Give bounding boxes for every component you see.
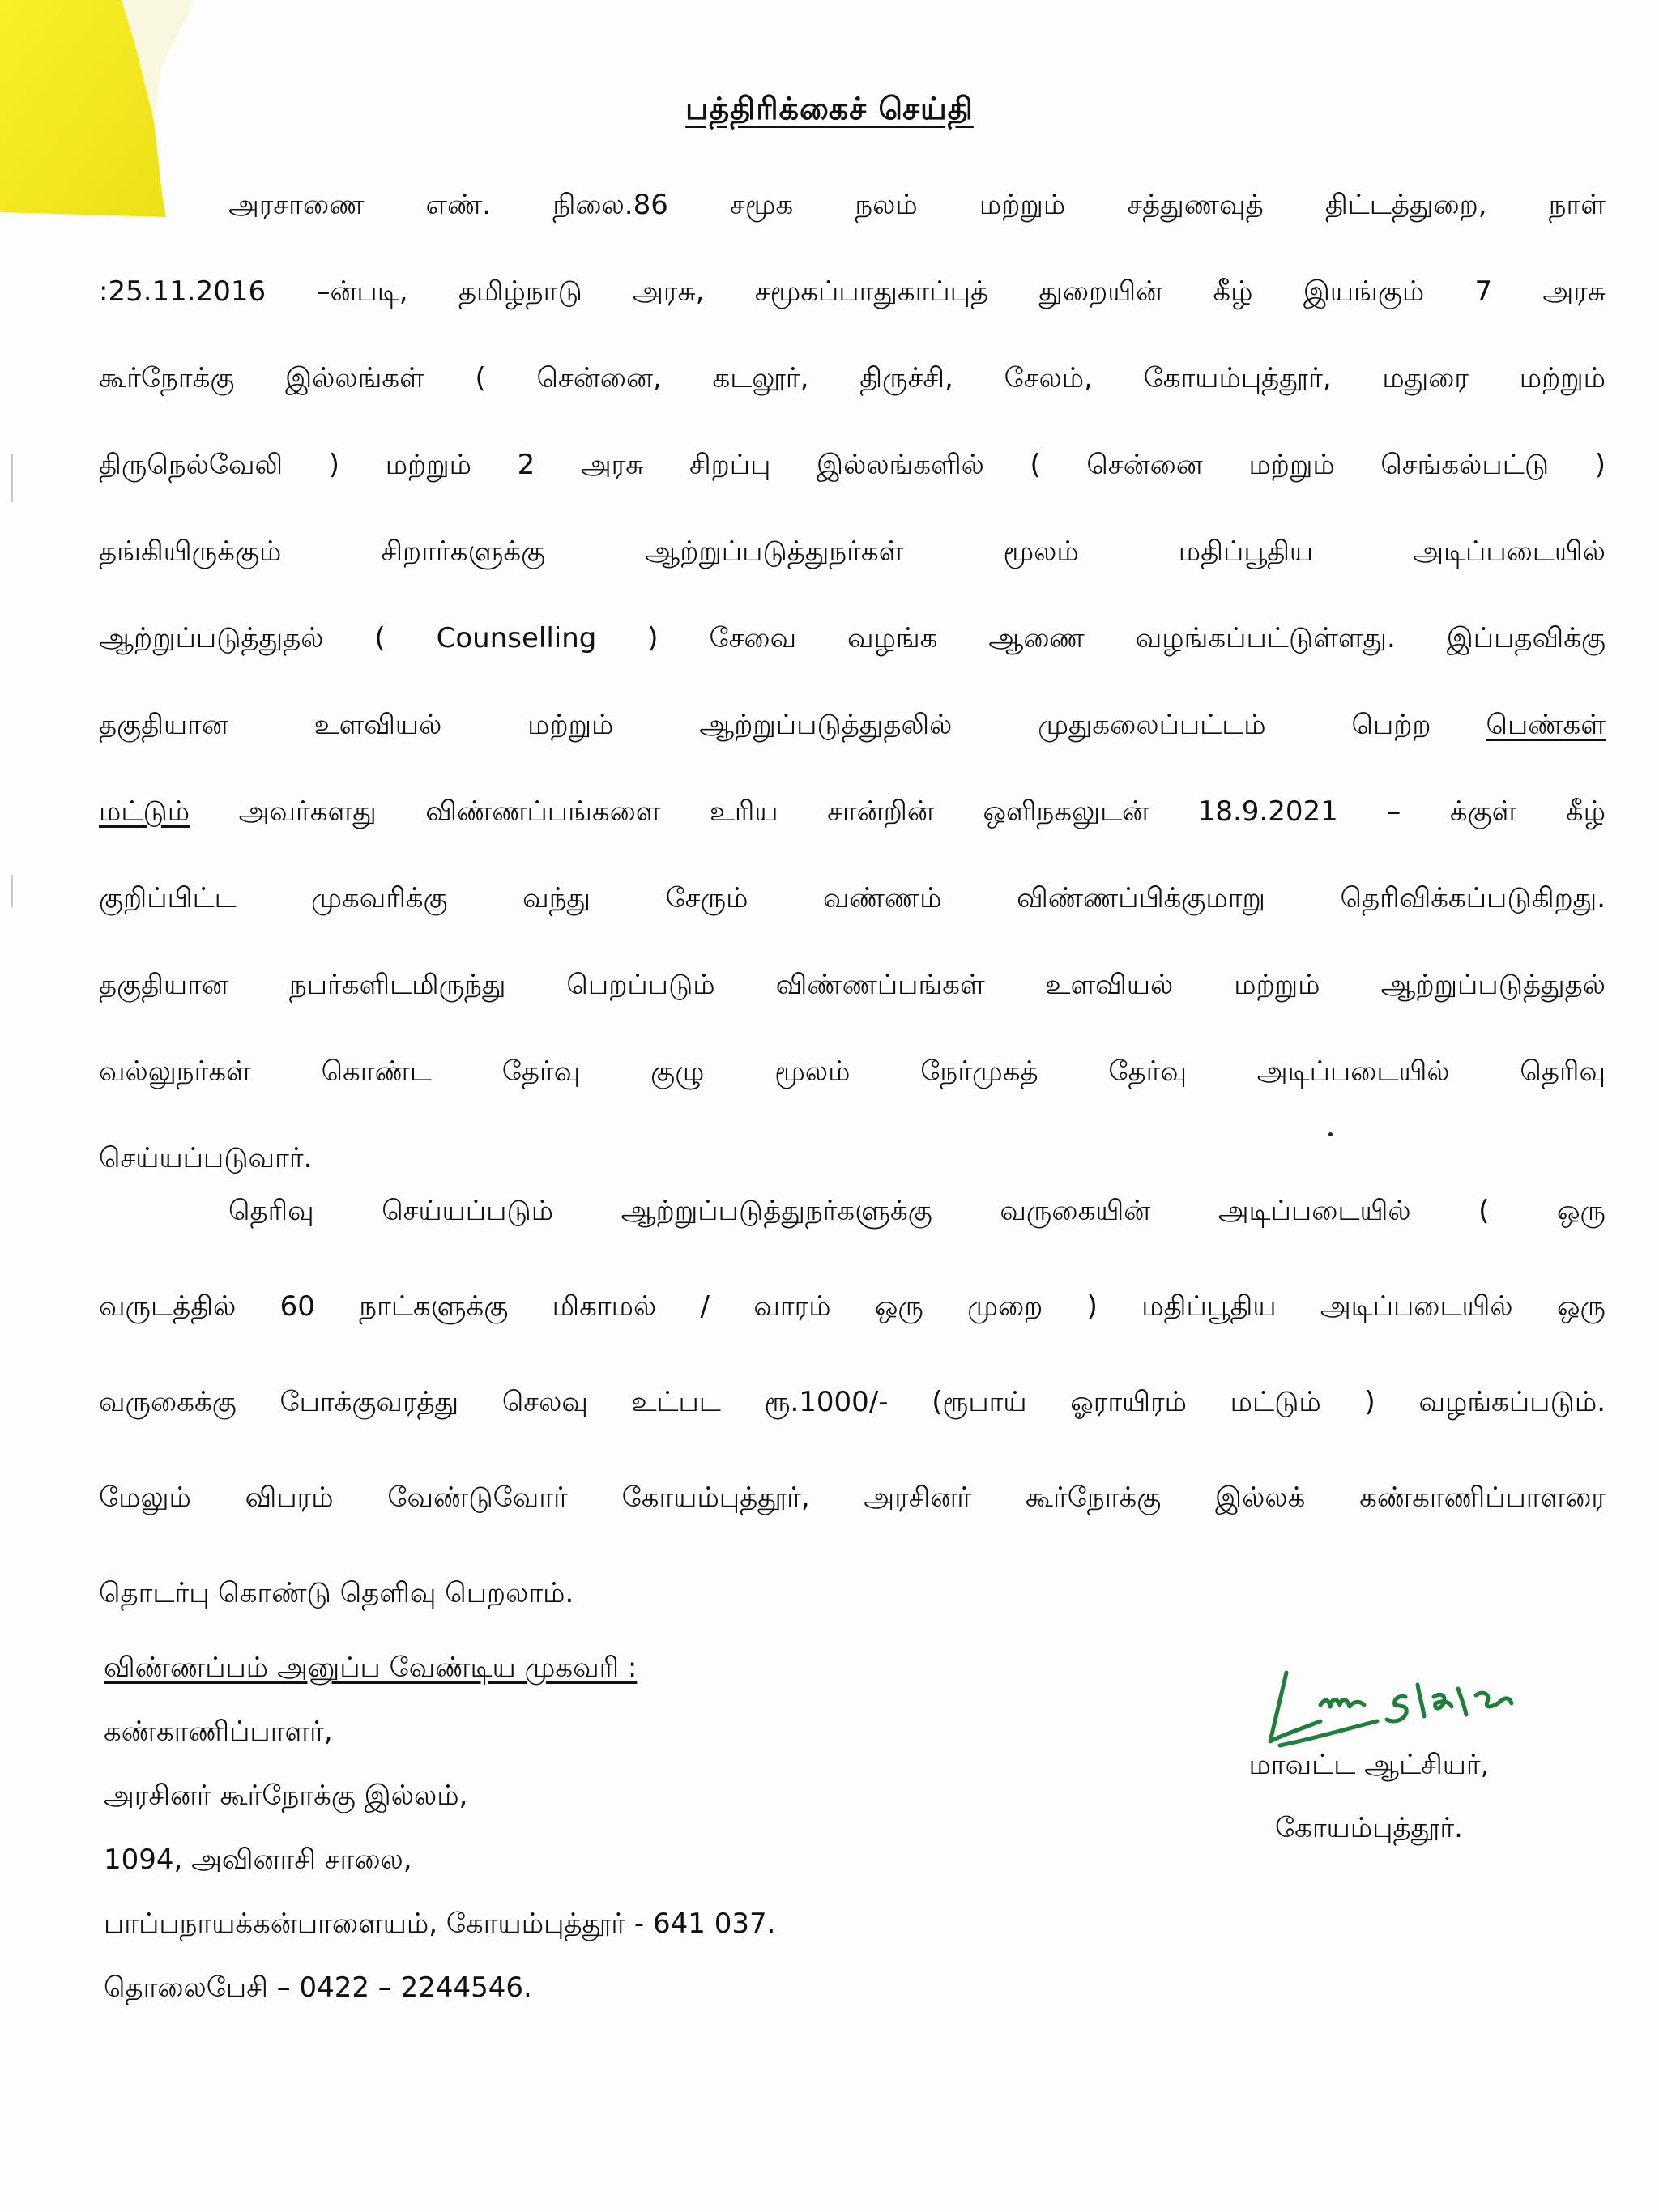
- address-heading: விண்ணப்பம் அனுப்ப வேண்டிய முகவரி :: [104, 1652, 638, 1684]
- address-line: கண்காணிப்பாளர்,: [104, 1715, 333, 1748]
- paragraph-line: வருகைக்கு போக்குவரத்து செலவு உட்பட ரூ.1000/- (ரூபாய் ஓராயிரம் மட்டும் ) வழங்கப்படும்.: [99, 1386, 1606, 1418]
- signatory-designation: மாவட்ட ஆட்சியர்,: [1248, 1749, 1490, 1781]
- address-line: அரசினர் கூர்நோக்கு இல்லம்,: [104, 1779, 468, 1812]
- address-line: 1094, அவினாசி சாலை,: [104, 1843, 412, 1876]
- paragraph-line: குறிப்பிட்ட முகவரிக்கு வந்து சேரும் வண்ணம் விண்ணப்பிக்குமாறு தெரிவிக்கப்படுகிறது.: [99, 882, 1606, 914]
- paragraph-line: [99, 682, 1606, 769]
- paragraph-line-text: தகுதியான உளவியல் மற்றும் ஆற்றுப்படுத்துதலில் முதுகலைப்பட்டம் பெற்ற: [99, 709, 1431, 741]
- underlined-only-text: மட்டும்: [99, 795, 190, 828]
- document-title: பத்திரிக்கைச் செய்தி: [685, 91, 974, 126]
- paragraph-1: [99, 162, 1606, 1202]
- address-line: பாப்பநாயக்கன்பாளையம், கோயம்புத்தூர் - 641 037.: [104, 1907, 776, 1940]
- paragraph-line: மேலும் விபரம் வேண்டுவோர் கோயம்புத்தூர், அரசினர் கூர்நோக்கு இல்லக் கண்காணிப்பாளரை: [99, 1481, 1606, 1514]
- paragraph-line: வல்லுநர்கள் கொண்ட தேர்வு குழு மூலம் நேர்முகத் தேர்வு அடிப்படையில் தெரிவு: [99, 1055, 1606, 1088]
- paragraph-line: ஆற்றுப்படுத்துதல் ( Counselling ) சேவை வழங்க ஆணை வழங்கப்பட்டுள்ளது. இப்பதவிக்கு: [99, 622, 1606, 654]
- paragraph-2: [99, 1163, 1606, 1641]
- paragraph-line-text: அவர்களது விண்ணப்பங்களை உரிய சான்றின் ஒளிநகலுடன் 18.9.2021 – க்குள் கீழ்: [238, 795, 1606, 828]
- paragraph-line: திருநெல்வேலி ) மற்றும் 2 அரசு சிறப்பு இல்லங்களில் ( சென்னை மற்றும் செங்கல்பட்டு ): [99, 449, 1606, 481]
- paragraph-line: தங்கியிருக்கும் சிறார்களுக்கு ஆற்றுப்படுத்துநர்கள் மூலம் மதிப்பூதிய அடிப்படையில்: [99, 535, 1606, 568]
- paragraph-line: தெரிவு செய்யப்படும் ஆற்றுப்படுத்துநர்களுக்கு வருகையின் அடிப்படையில் ( ஒரு: [228, 1195, 1606, 1227]
- signatory-place: கோயம்புத்தூர்.: [1274, 1812, 1463, 1844]
- paragraph-line: செய்யப்படுவார்.: [99, 1142, 313, 1174]
- scan-edge-mark: [11, 875, 13, 907]
- paragraph-line: தொடர்பு கொண்டு தெளிவு பெறலாம்.: [99, 1577, 574, 1609]
- paragraph-line: வருடத்தில் 60 நாட்களுக்கு மிகாமல் / வாரம் ஒரு முறை ) மதிப்பூதிய அடிப்படையில் ஒரு: [99, 1290, 1606, 1323]
- underlined-women-text: பெண்கள்: [1486, 709, 1606, 741]
- paragraph-line: கூர்நோக்கு இல்லங்கள் ( சென்னை, கடலூர், திருச்சி, சேலம், கோயம்புத்தூர், மதுரை மற்றும்: [99, 362, 1606, 394]
- paragraph-line: தகுதியான நபர்களிடமிருந்து பெறப்படும் விண்ணப்பங்கள் உளவியல் மற்றும் ஆற்றுப்படுத்துதல்: [99, 969, 1606, 1001]
- paragraph-line: [99, 769, 1606, 855]
- scan-edge-mark: [11, 454, 13, 502]
- mailing-address: [104, 1636, 775, 2020]
- signatory-block: [1199, 1733, 1539, 1860]
- paragraph-line: அரசாணை எண். நிலை.86 சமூக நலம் மற்றும் சத்துணவுத் திட்டத்துறை, நாள்: [228, 189, 1606, 221]
- paragraph-line: :25.11.2016 –ன்படி, தமிழ்நாடு அரசு, சமூகப்பாதுகாப்புத் துறையின் கீழ் இயங்கும் 7 அரசு: [99, 275, 1606, 308]
- ink-dot: [1328, 1132, 1333, 1136]
- address-line: தொலைபேசி – 0422 – 2244546.: [104, 1971, 532, 2004]
